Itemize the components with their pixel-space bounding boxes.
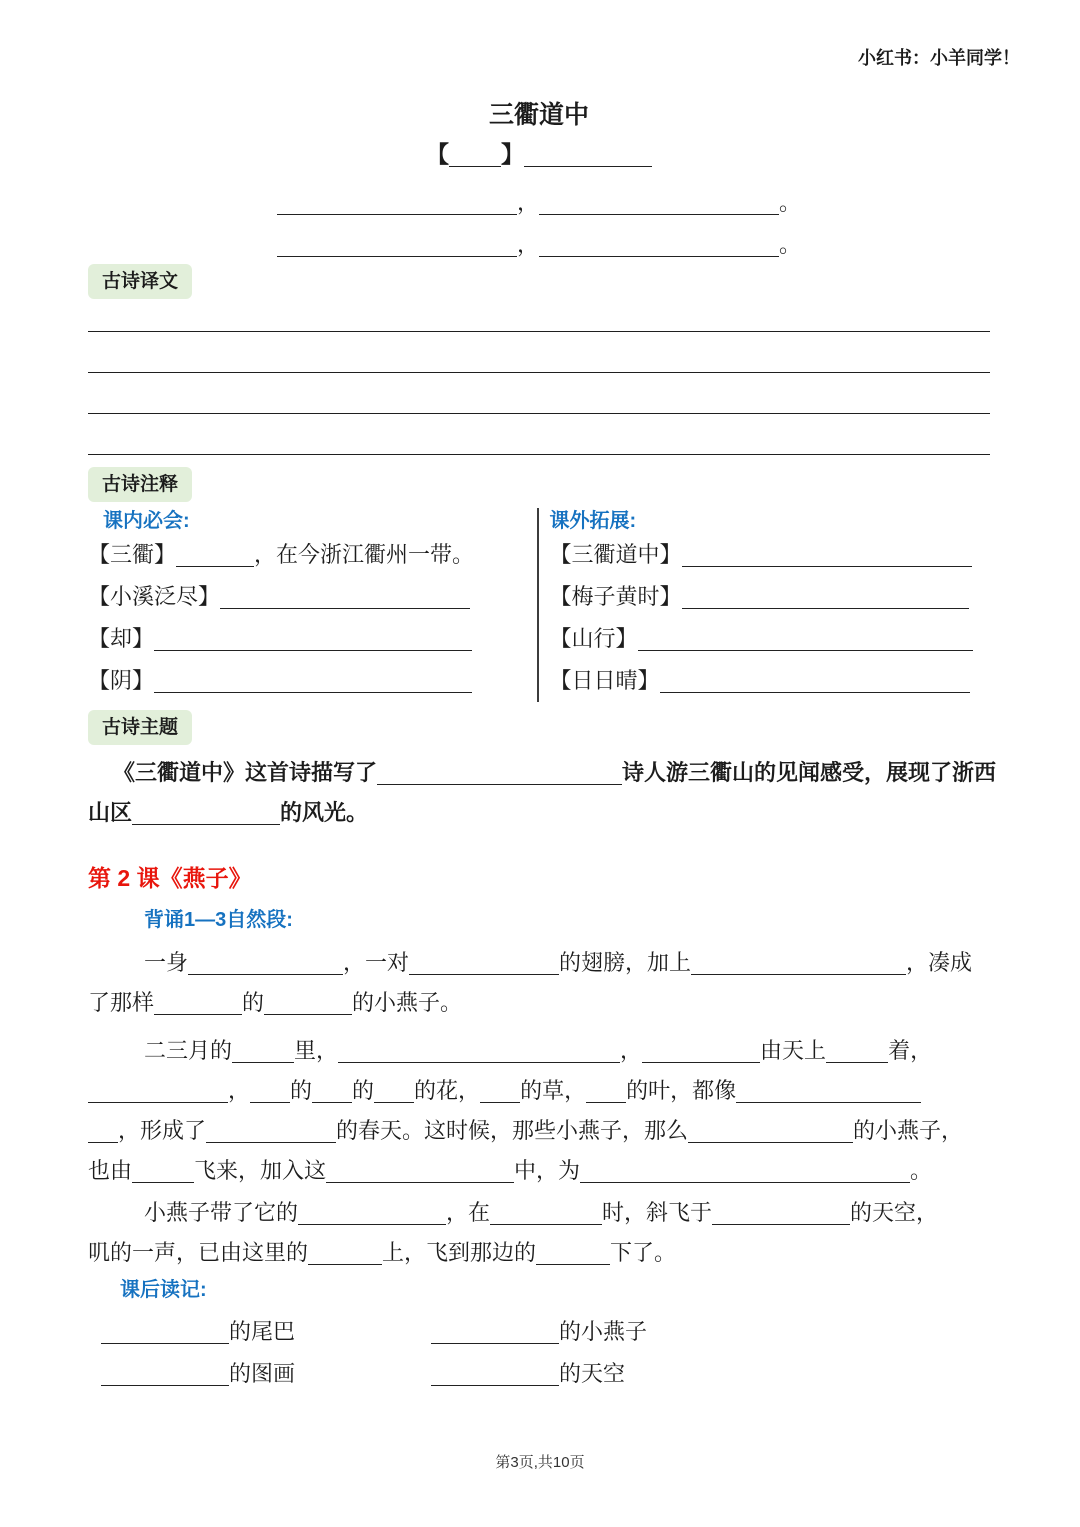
fill-in-blank bbox=[250, 1084, 290, 1103]
text-run: 【三衢】 bbox=[88, 542, 177, 567]
fill-in-blank bbox=[308, 1246, 382, 1265]
fill-in-blank bbox=[642, 1044, 760, 1063]
text-run: 叽的一声，已由这里的 bbox=[88, 1240, 309, 1265]
theme-line bbox=[88, 753, 997, 793]
fill-in-blank bbox=[409, 956, 559, 975]
writing-line bbox=[88, 332, 990, 373]
fill-in-blank bbox=[232, 1044, 294, 1063]
fill-in-blank bbox=[449, 148, 501, 167]
text-run: 的 bbox=[242, 990, 265, 1015]
text-run: 。 bbox=[779, 232, 802, 257]
phrase-item bbox=[431, 1311, 990, 1353]
text-run: 由天上 bbox=[760, 1038, 827, 1063]
text-run: ， bbox=[516, 232, 539, 257]
text-run: ， bbox=[620, 1038, 643, 1063]
fill-in-blank bbox=[539, 238, 779, 257]
section-header-annotation: 古诗注释 bbox=[88, 467, 192, 502]
note-item bbox=[550, 660, 991, 702]
note-item bbox=[88, 576, 537, 618]
text-run: 时，斜飞于 bbox=[602, 1200, 713, 1225]
fill-in-blank bbox=[154, 674, 472, 693]
recite-heading: 背诵1—3自然段: bbox=[144, 909, 293, 931]
text-run: 的小燕子， bbox=[853, 1118, 964, 1143]
text-run: 中，为 bbox=[514, 1158, 581, 1183]
fill-in-blank bbox=[326, 1164, 514, 1183]
fill-in-blank bbox=[88, 1084, 228, 1103]
text-run: 【阴】 bbox=[88, 668, 155, 693]
recite-line bbox=[88, 983, 990, 1023]
fill-in-blank bbox=[101, 1367, 229, 1386]
section-header-translation: 古诗译文 bbox=[88, 264, 192, 299]
text-run: ，在 bbox=[446, 1200, 491, 1225]
poem-author-blank-line bbox=[88, 140, 990, 170]
text-run: 一身 bbox=[144, 950, 189, 975]
recite-line bbox=[88, 1071, 990, 1111]
text-run: 【梅子黄时】 bbox=[549, 584, 682, 609]
watermark-text: 小红书：小羊同学！ bbox=[858, 48, 1020, 68]
text-run: 【却】 bbox=[88, 626, 155, 651]
fill-in-blank bbox=[176, 548, 254, 567]
text-run: 着， bbox=[888, 1038, 933, 1063]
phrase-list bbox=[88, 1311, 990, 1395]
text-run: ， bbox=[516, 190, 539, 215]
fill-in-blank bbox=[524, 148, 652, 167]
fill-in-blank bbox=[277, 238, 517, 257]
recite-line bbox=[88, 943, 990, 983]
fill-in-blank bbox=[312, 1084, 352, 1103]
annotation-left-column bbox=[88, 508, 537, 702]
section-header-theme: 古诗主题 bbox=[88, 710, 192, 745]
text-run: 】 bbox=[501, 142, 524, 167]
fill-in-blank bbox=[188, 956, 343, 975]
after-class-reading-heading: 课后读记: bbox=[120, 1279, 207, 1301]
fill-in-blank bbox=[480, 1084, 520, 1103]
text-run: 下了。 bbox=[610, 1240, 677, 1265]
text-run: 。 bbox=[910, 1158, 933, 1183]
text-run: 的风光。 bbox=[280, 800, 369, 825]
fill-in-blank bbox=[490, 1206, 602, 1225]
text-run: 的 bbox=[352, 1078, 375, 1103]
note-item bbox=[88, 660, 537, 702]
fill-in-blank bbox=[374, 1084, 414, 1103]
fill-in-blank bbox=[682, 590, 969, 609]
text-run: 也由 bbox=[88, 1158, 133, 1183]
text-run: 的春天。这时候，那些小燕子，那么 bbox=[336, 1118, 689, 1143]
fill-in-blank bbox=[660, 674, 970, 693]
fill-in-blank bbox=[586, 1084, 626, 1103]
fill-in-blank bbox=[154, 632, 472, 651]
text-run: ，一对 bbox=[343, 950, 410, 975]
note-item bbox=[550, 618, 991, 660]
fill-in-blank bbox=[691, 956, 906, 975]
text-run: 的花， bbox=[414, 1078, 481, 1103]
fill-in-blank bbox=[682, 548, 972, 567]
fill-in-blank bbox=[688, 1124, 853, 1143]
fill-in-blank bbox=[539, 196, 779, 215]
writing-line bbox=[88, 373, 990, 414]
text-run: 飞来，加入这 bbox=[194, 1158, 327, 1183]
text-run: 【小溪泛尽】 bbox=[88, 584, 221, 609]
extension-heading: 课外拓展: bbox=[549, 510, 637, 532]
poem-blank-line-2 bbox=[88, 230, 990, 260]
fill-in-blank bbox=[132, 806, 280, 825]
fill-in-blank bbox=[580, 1164, 910, 1183]
text-run: 山区 bbox=[88, 800, 133, 825]
text-run: ， bbox=[228, 1078, 251, 1103]
text-run: 。 bbox=[779, 190, 802, 215]
fill-in-blank bbox=[132, 1164, 194, 1183]
fill-in-blank bbox=[338, 1044, 620, 1063]
text-run: 的图画 bbox=[229, 1361, 296, 1386]
text-run: 了那样 bbox=[88, 990, 155, 1015]
text-run: 的尾巴 bbox=[229, 1319, 296, 1344]
fill-in-blank bbox=[264, 996, 352, 1015]
fill-in-blank bbox=[277, 196, 517, 215]
text-run: 的小燕子。 bbox=[352, 990, 463, 1015]
note-item bbox=[88, 618, 537, 660]
fill-in-blank bbox=[101, 1325, 229, 1344]
recite-line bbox=[88, 1233, 990, 1273]
fill-in-blank bbox=[431, 1367, 559, 1386]
text-run: 的 bbox=[290, 1078, 313, 1103]
phrase-item bbox=[101, 1353, 431, 1395]
note-item bbox=[88, 534, 537, 576]
text-run: 二三月的 bbox=[144, 1038, 233, 1063]
page-number: 第3页,共10页 bbox=[495, 1454, 585, 1471]
text-run: 【日日晴】 bbox=[549, 668, 660, 693]
note-item bbox=[550, 576, 991, 618]
fill-in-blank bbox=[154, 996, 242, 1015]
phrase-item bbox=[101, 1311, 431, 1353]
in-class-heading: 课内必会: bbox=[103, 510, 190, 532]
recite-line bbox=[88, 1151, 990, 1191]
fill-in-blank bbox=[220, 590, 470, 609]
fill-in-blank bbox=[377, 766, 622, 785]
note-item bbox=[550, 534, 991, 576]
poem-blank-line-1 bbox=[88, 188, 990, 218]
fill-in-blank bbox=[712, 1206, 850, 1225]
poem-title: 三衢道中 bbox=[488, 102, 589, 129]
text-run: 诗人游三衢山的见闻感受，展现了浙西 bbox=[622, 760, 997, 785]
fill-in-blank bbox=[536, 1246, 610, 1265]
fill-in-blank bbox=[431, 1325, 559, 1344]
recite-line bbox=[88, 1193, 990, 1233]
annotation-right-column bbox=[539, 508, 991, 702]
text-run: 的叶，都像 bbox=[626, 1078, 737, 1103]
text-run: ，在今浙江衢州一带。 bbox=[254, 542, 475, 567]
text-run: 小燕子带了它的 bbox=[144, 1200, 299, 1225]
phrase-item bbox=[431, 1353, 990, 1395]
text-run: 的翅膀，加上 bbox=[559, 950, 692, 975]
fill-in-blank bbox=[298, 1206, 446, 1225]
text-run: 的草， bbox=[520, 1078, 587, 1103]
text-run: 的天空 bbox=[559, 1361, 626, 1386]
fill-in-blank bbox=[88, 1124, 118, 1143]
text-run: 上，飞到那边的 bbox=[382, 1240, 537, 1265]
recite-line bbox=[88, 1111, 990, 1151]
text-run: 的小燕子 bbox=[559, 1319, 648, 1344]
text-run: 的天空， bbox=[850, 1200, 939, 1225]
text-run: 【三衢道中】 bbox=[549, 542, 682, 567]
fill-in-blank bbox=[826, 1044, 888, 1063]
translation-writing-area bbox=[88, 299, 990, 455]
annotation-columns bbox=[88, 508, 990, 702]
writing-line bbox=[88, 299, 990, 332]
text-run: ，凑成 bbox=[906, 950, 973, 975]
text-run: 【山行】 bbox=[549, 626, 638, 651]
text-run: ，形成了 bbox=[118, 1118, 207, 1143]
theme-line bbox=[88, 793, 990, 833]
fill-in-blank bbox=[638, 632, 973, 651]
writing-line bbox=[88, 414, 990, 455]
text-run: 【 bbox=[426, 142, 449, 167]
lesson2-heading: 第 2 课《燕子》 bbox=[88, 865, 252, 891]
fill-in-blank bbox=[206, 1124, 336, 1143]
text-run: 里， bbox=[294, 1038, 339, 1063]
fill-in-blank bbox=[736, 1084, 921, 1103]
recite-line bbox=[88, 1031, 990, 1071]
text-run: 《三衢道中》这首诗描写了 bbox=[113, 760, 378, 785]
